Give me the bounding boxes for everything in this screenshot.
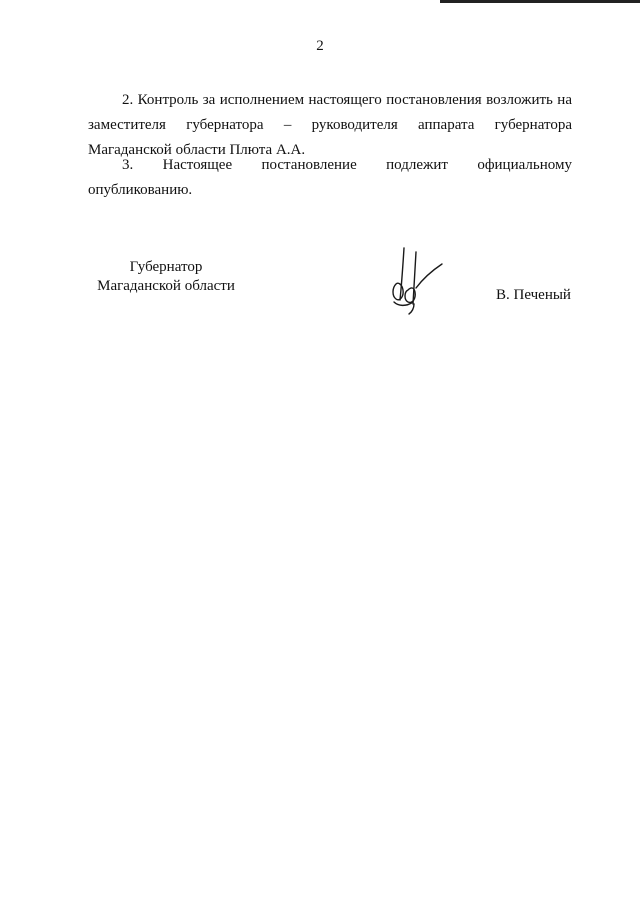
signer-name: В. Печеный bbox=[496, 287, 571, 303]
paragraph-publication-line-2: опубликованию. bbox=[88, 182, 193, 198]
paragraph-publication-word: 3. bbox=[122, 157, 134, 173]
signer-title-line-2: Магаданской области bbox=[97, 278, 235, 294]
signer-title-line-1: Губернатор bbox=[129, 259, 203, 275]
paragraph-publication-word: официальному bbox=[477, 157, 572, 173]
paragraph-publication-word: постановление bbox=[261, 157, 357, 173]
signer-title bbox=[86, 258, 246, 296]
paragraph-publication-line-1 bbox=[88, 153, 572, 178]
paragraph-control: 2. Контроль за исполнением настоящего постановления возложить на заместителя губернатора – руководителя аппарата губернатора Магаданской области Плюта А.А. bbox=[88, 92, 572, 158]
paragraph-publication-word: Настоящее bbox=[162, 157, 233, 173]
top-rule bbox=[440, 0, 640, 3]
paragraph-publication-word: подлежит bbox=[386, 157, 448, 173]
handwritten-signature bbox=[386, 244, 446, 316]
page-number: 2 bbox=[316, 38, 324, 54]
